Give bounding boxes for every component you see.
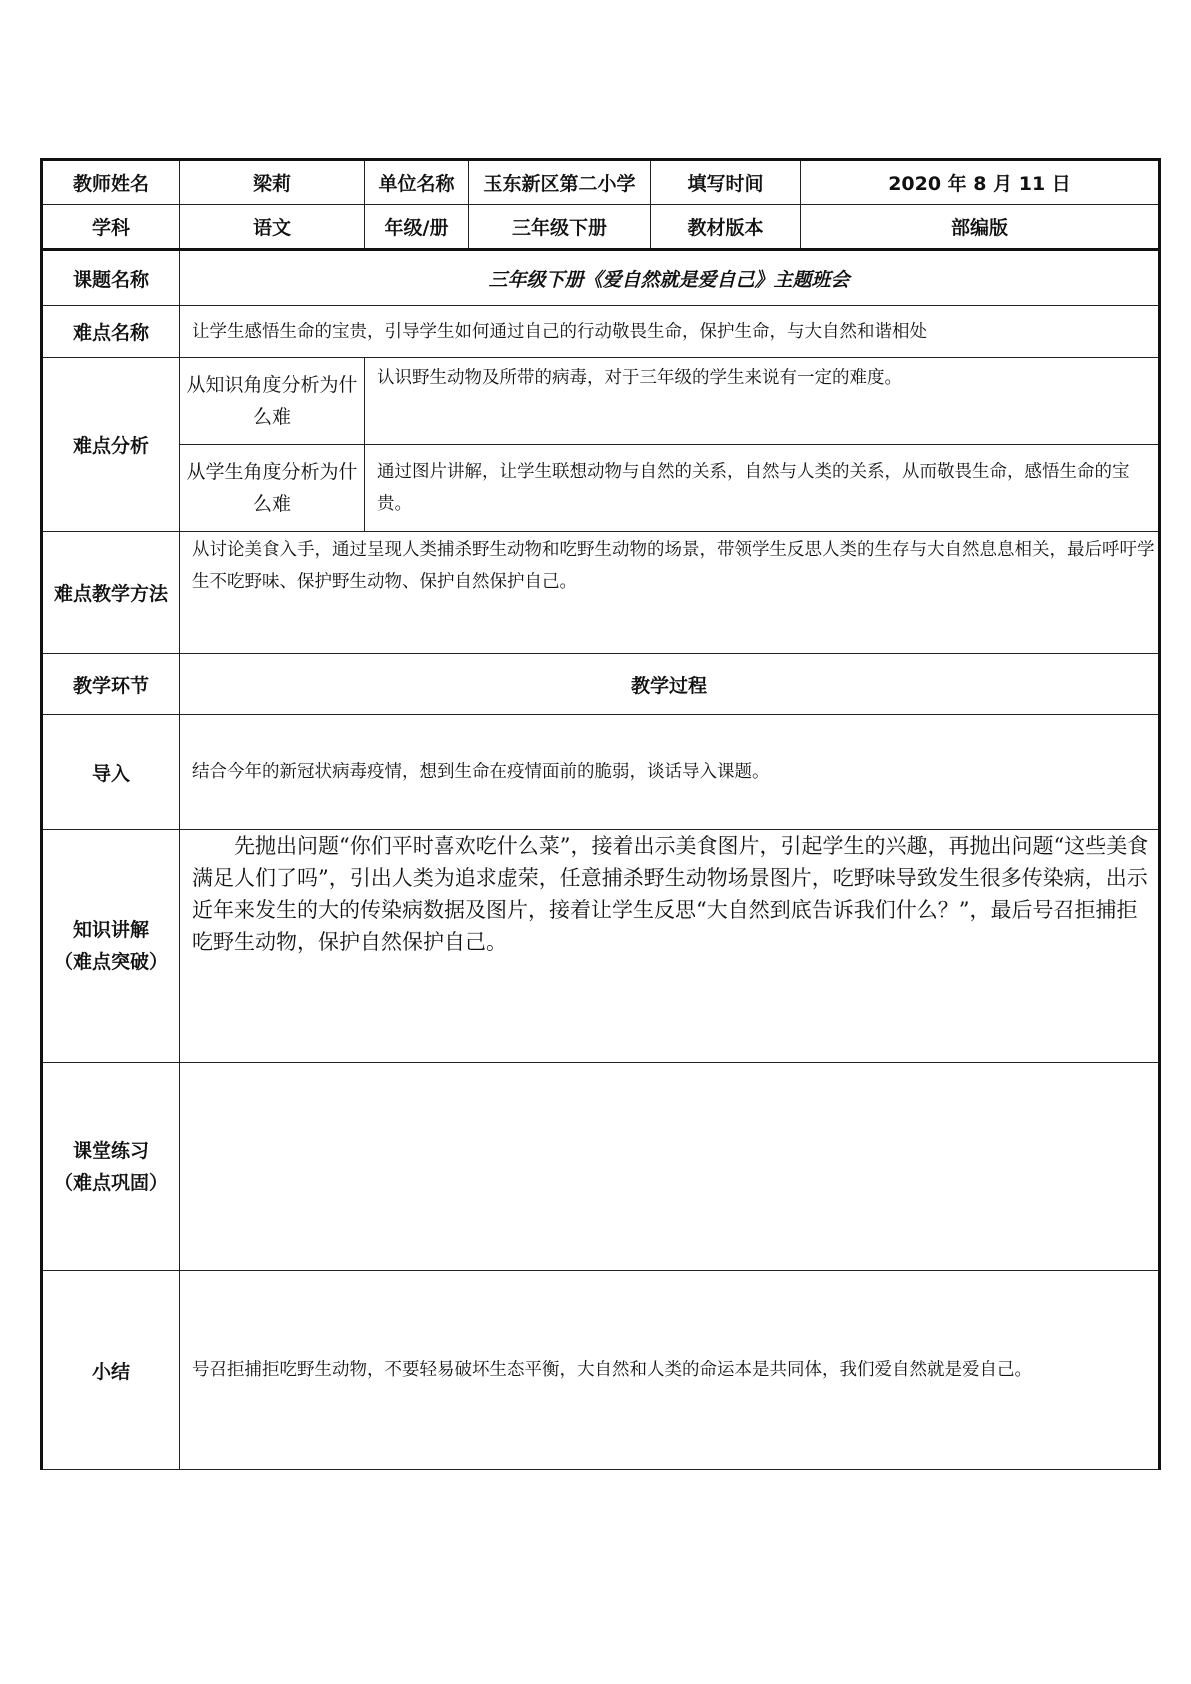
method-row [42, 532, 1160, 654]
practice-value [180, 1063, 1160, 1271]
unit-name-value: 玉东新区第二小学 [469, 160, 651, 205]
stage-header: 教学环节 [42, 654, 180, 715]
difficulty-row [42, 306, 1160, 358]
practice-label [42, 1063, 180, 1271]
explanation-value: 先抛出问题“你们平时喜欢吃什么菜”，接着出示美食图片，引起学生的兴趣，再抛出问题“这些美食满足人们了吗”，引出人类为追求虚荣，任意捕杀野生动物场景图片，吃野味导致发生很多传染病，出示近年来发生的大的传染病数据及图片，接着让学生反思“大自然到底告诉我们什么？”，最后号召拒捕拒吃野生动物，保护自然保护自己。 [180, 830, 1160, 1063]
explanation-label-line1: 知识讲解 [72, 919, 149, 941]
grade-label: 年级/册 [365, 205, 469, 250]
topic-label: 课题名称 [42, 250, 180, 306]
lesson-plan-table [40, 158, 1161, 1470]
student-angle-label: 从学生角度分析为什么难 [180, 445, 365, 532]
analysis-row-knowledge [42, 358, 1160, 445]
grade-value: 三年级下册 [469, 205, 651, 250]
intro-label: 导入 [42, 715, 180, 830]
process-header: 教学过程 [180, 654, 1160, 715]
summary-value: 号召拒捕拒吃野生动物，不要轻易破坏生态平衡，大自然和人类的命运本是共同体，我们爱自然就是爱自己。 [180, 1271, 1160, 1470]
fill-time-label: 填写时间 [651, 160, 801, 205]
unit-name-label: 单位名称 [365, 160, 469, 205]
intro-row [42, 715, 1160, 830]
intro-value: 结合今年的新冠状病毒疫情，想到生命在疫情面前的脆弱，谈话导入课题。 [180, 715, 1160, 830]
header-row-1 [42, 160, 1160, 205]
process-header-row [42, 654, 1160, 715]
teacher-name-value: 梁莉 [180, 160, 365, 205]
knowledge-angle-value: 认识野生动物及所带的病毒，对于三年级的学生来说有一定的难度。 [365, 358, 1160, 445]
practice-row [42, 1063, 1160, 1271]
summary-row [42, 1271, 1160, 1470]
topic-row [42, 250, 1160, 306]
explanation-row [42, 830, 1160, 1063]
subject-value: 语文 [180, 205, 365, 250]
topic-value: 三年级下册《爱自然就是爱自己》主题班会 [180, 250, 1160, 306]
method-value: 从讨论美食入手，通过呈现人类捕杀野生动物和吃野生动物的场景，带领学生反思人类的生存与大自然息息相关，最后呼吁学生不吃野味、保护野生动物、保护自然保护自己。 [180, 532, 1160, 654]
analysis-row-student [42, 445, 1160, 532]
method-label: 难点教学方法 [42, 532, 180, 654]
fill-time-value: 2020 年 8 月 11 日 [801, 160, 1160, 205]
analysis-label: 难点分析 [42, 358, 180, 532]
teacher-name-label: 教师姓名 [42, 160, 180, 205]
student-angle-value: 通过图片讲解，让学生联想动物与自然的关系，自然与人类的关系，从而敬畏生命，感悟生命的宝贵。 [365, 445, 1160, 532]
difficulty-value: 让学生感悟生命的宝贵，引导学生如何通过自己的行动敬畏生命，保护生命，与大自然和谐相处 [180, 306, 1160, 358]
subject-label: 学科 [42, 205, 180, 250]
explanation-label-line2: （难点突破） [53, 951, 168, 973]
explanation-label [42, 830, 180, 1063]
knowledge-angle-label: 从知识角度分析为什么难 [180, 358, 365, 445]
difficulty-label: 难点名称 [42, 306, 180, 358]
header-row-2 [42, 205, 1160, 250]
summary-label: 小结 [42, 1271, 180, 1470]
practice-label-line1: 课堂练习 [72, 1139, 149, 1162]
practice-label-line2: （难点巩固） [53, 1171, 168, 1194]
edition-label: 教材版本 [651, 205, 801, 250]
edition-value: 部编版 [801, 205, 1160, 250]
